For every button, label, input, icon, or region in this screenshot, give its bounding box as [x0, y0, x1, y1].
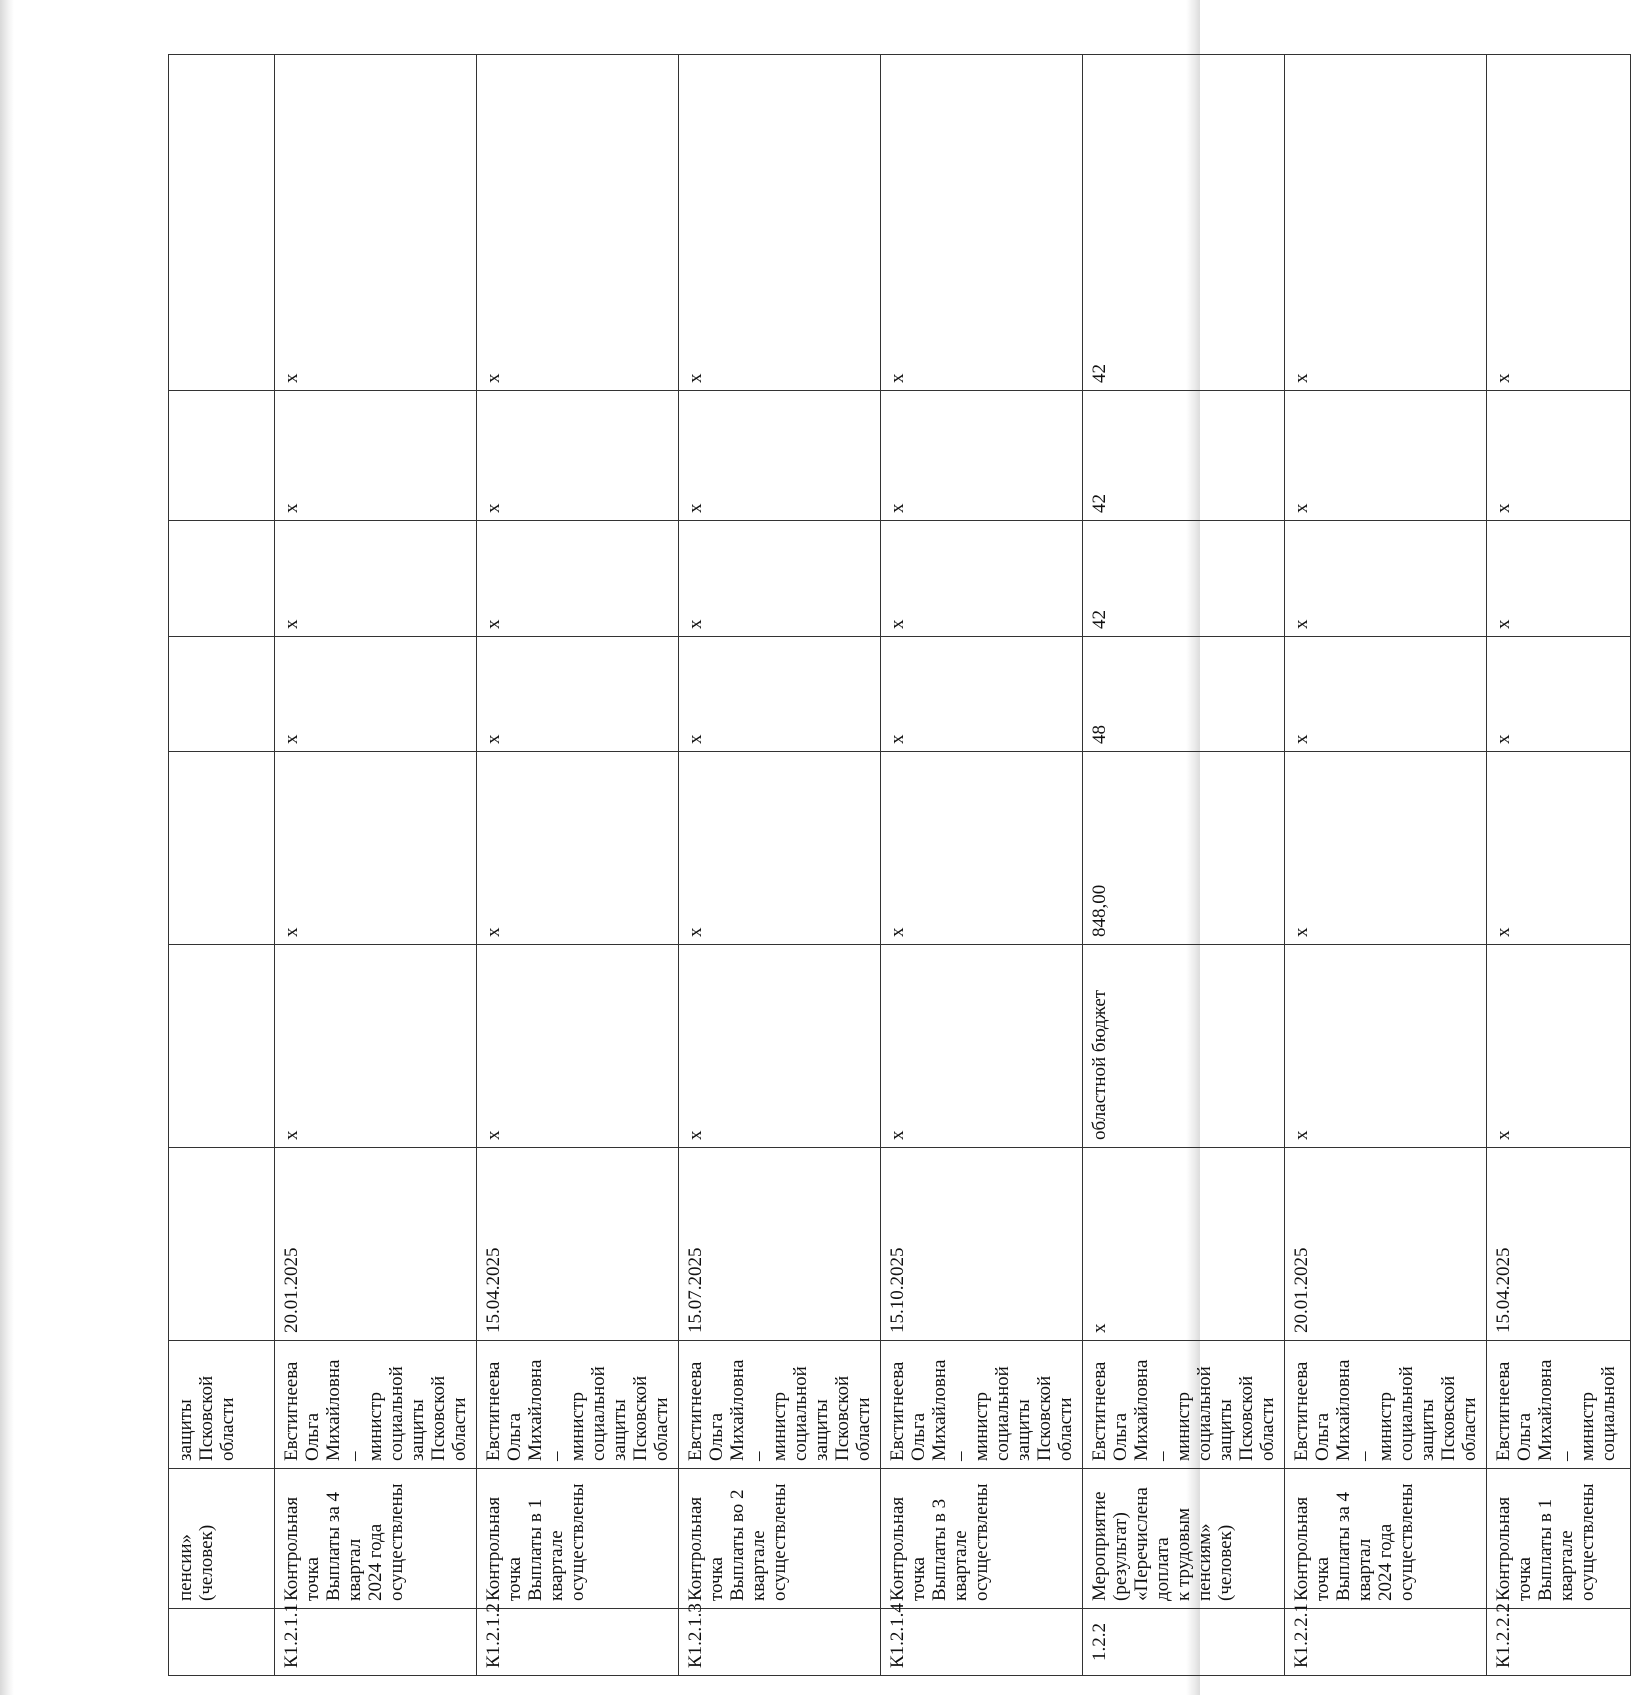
row-amount: x [679, 752, 881, 945]
row-responsible: Евстигнеева Ольга Михайловна – министр социальной защиты Псковской области [881, 1341, 1083, 1469]
row-responsible: Евстигнеева Ольга Михайловна – министр социальной защиты Псковской области [1083, 1341, 1285, 1469]
row-name: Контрольная точка Выплаты в 1 квартале осуществлены [477, 1469, 679, 1609]
row-source: x [477, 945, 679, 1148]
row-amount: x [275, 752, 477, 945]
row-amount: x [1487, 752, 1631, 945]
row-value-2: x [679, 521, 881, 637]
row-value-4: 42 [1083, 55, 1285, 391]
row-source: x [679, 945, 881, 1148]
row-amount: x [477, 752, 679, 945]
row-source: x [275, 945, 477, 1148]
row-value-1: 48 [1083, 637, 1285, 752]
row-value-3: x [477, 391, 679, 521]
row-source: областной бюджет [1083, 945, 1285, 1148]
row-name: Контрольная точка Выплаты за 4 квартал 2024 года осуществлены [275, 1469, 477, 1609]
row-value-4: x [679, 55, 881, 391]
row-responsible: Евстигнеева Ольга Михайловна – министр социальной защиты Псковской области [275, 1341, 477, 1469]
row-code: К1.2.1.4 [881, 1609, 1083, 1676]
row-code: К1.2.1.1 [275, 1609, 477, 1676]
plan-table [168, 54, 1631, 1676]
row-value-1: x [1285, 637, 1487, 752]
row-value-1: x [275, 637, 477, 752]
row-value-4: x [477, 55, 679, 391]
row-source: x [881, 945, 1083, 1148]
row-value-4: x [1487, 55, 1631, 391]
table-row [1487, 55, 1631, 1676]
row-value-3 [169, 391, 275, 521]
row-date [169, 1148, 275, 1341]
row-value-3: x [1487, 391, 1631, 521]
row-value-1 [169, 637, 275, 752]
row-code: К1.2.1.2 [477, 1609, 679, 1676]
row-date: 20.01.2025 [275, 1148, 477, 1341]
row-responsible: Евстигнеева Ольга Михайловна – министр социальной защиты Псковской области [1285, 1341, 1487, 1469]
row-source: x [1487, 945, 1631, 1148]
row-value-2: 42 [1083, 521, 1285, 637]
row-responsible: защиты Псковской области [169, 1341, 275, 1469]
row-value-2: x [275, 521, 477, 637]
row-code: К1.2.1.3 [679, 1609, 881, 1676]
row-source [169, 945, 275, 1148]
row-value-4: x [881, 55, 1083, 391]
row-source: x [1285, 945, 1487, 1148]
row-value-3: x [679, 391, 881, 521]
row-code: К1.2.2.1 [1285, 1609, 1487, 1676]
scan-edge-left [0, 0, 14, 1695]
row-value-3: 42 [1083, 391, 1285, 521]
row-value-1: x [881, 637, 1083, 752]
row-value-2: x [1487, 521, 1631, 637]
table-row [477, 55, 679, 1676]
row-value-1: x [477, 637, 679, 752]
row-responsible: Евстигнеева Ольга Михайловна – министр социальной защиты Псковской области [477, 1341, 679, 1469]
row-name: Контрольная точка Выплаты в 3 квартале осуществлены [881, 1469, 1083, 1609]
row-date: 15.10.2025 [881, 1148, 1083, 1341]
row-value-2: x [1285, 521, 1487, 637]
row-date: x [1083, 1148, 1285, 1341]
row-code [169, 1609, 275, 1676]
row-name: Мероприятие (результат) «Перечислена доплата к трудовым пенсиям» (человек) [1083, 1469, 1285, 1609]
row-responsible: Евстигнеева Ольга Михайловна – министр социальной [1487, 1341, 1631, 1469]
row-date: 15.04.2025 [1487, 1148, 1631, 1341]
row-amount: x [1285, 752, 1487, 945]
row-name: Контрольная точка Выплаты во 2 квартале осуществлены [679, 1469, 881, 1609]
row-value-3: x [881, 391, 1083, 521]
table-row [275, 55, 477, 1676]
rotated-page-content [168, 55, 1619, 1676]
row-value-2: x [881, 521, 1083, 637]
row-value-3: x [1285, 391, 1487, 521]
table-row [1083, 55, 1285, 1676]
table-row [1285, 55, 1487, 1676]
row-name: Контрольная точка Выплаты за 4 квартал 2024 года осуществлены [1285, 1469, 1487, 1609]
row-value-4: x [1285, 55, 1487, 391]
table-row [679, 55, 881, 1676]
row-amount [169, 752, 275, 945]
row-value-2 [169, 521, 275, 637]
row-amount: x [881, 752, 1083, 945]
row-value-4 [169, 55, 275, 391]
row-value-3: x [275, 391, 477, 521]
table-row [169, 55, 275, 1676]
row-date: 15.07.2025 [679, 1148, 881, 1341]
row-name: Контрольная точка Выплаты в 1 квартале осуществлены [1487, 1469, 1631, 1609]
row-amount: 848,00 [1083, 752, 1285, 945]
row-value-1: x [1487, 637, 1631, 752]
row-value-1: x [679, 637, 881, 752]
row-responsible: Евстигнеева Ольга Михайловна – министр социальной защиты Псковской области [679, 1341, 881, 1469]
row-name: пенсии» (человек) [169, 1469, 275, 1609]
row-code: 1.2.2 [1083, 1609, 1285, 1676]
table-row [881, 55, 1083, 1676]
row-value-4: x [275, 55, 477, 391]
row-value-2: x [477, 521, 679, 637]
row-date: 15.04.2025 [477, 1148, 679, 1341]
row-code: К1.2.2.2 [1487, 1609, 1631, 1676]
row-date: 20.01.2025 [1285, 1148, 1487, 1341]
